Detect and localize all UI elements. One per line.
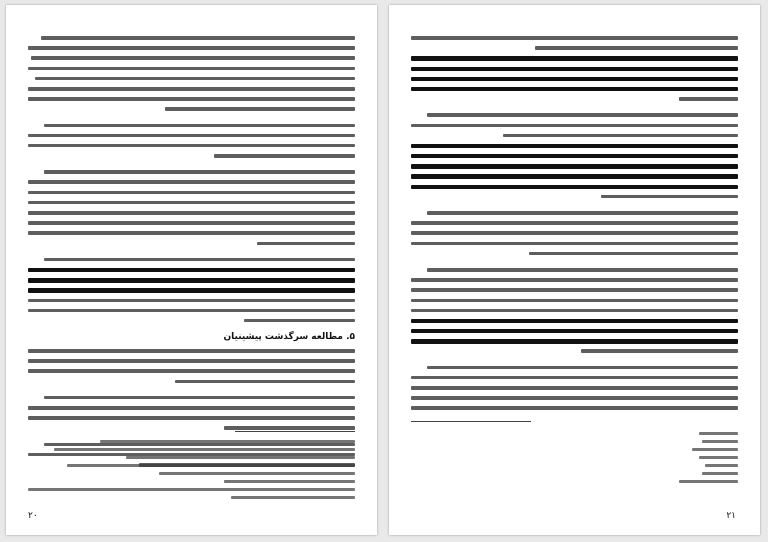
right-body-text [411, 33, 738, 414]
footnote-separator-right [411, 421, 531, 422]
page-number-right: ۲۱ [726, 511, 736, 521]
left-footnotes [28, 437, 355, 501]
section-heading: ۵. مطالعه سرگذشت پیشینیان [223, 332, 355, 343]
footnote-separator [235, 431, 355, 432]
left-body-text-top [28, 33, 355, 326]
page-number-left: ۲۰ [28, 511, 38, 521]
right-footnotes [411, 429, 738, 485]
right-page [389, 5, 760, 535]
left-page [6, 5, 377, 535]
